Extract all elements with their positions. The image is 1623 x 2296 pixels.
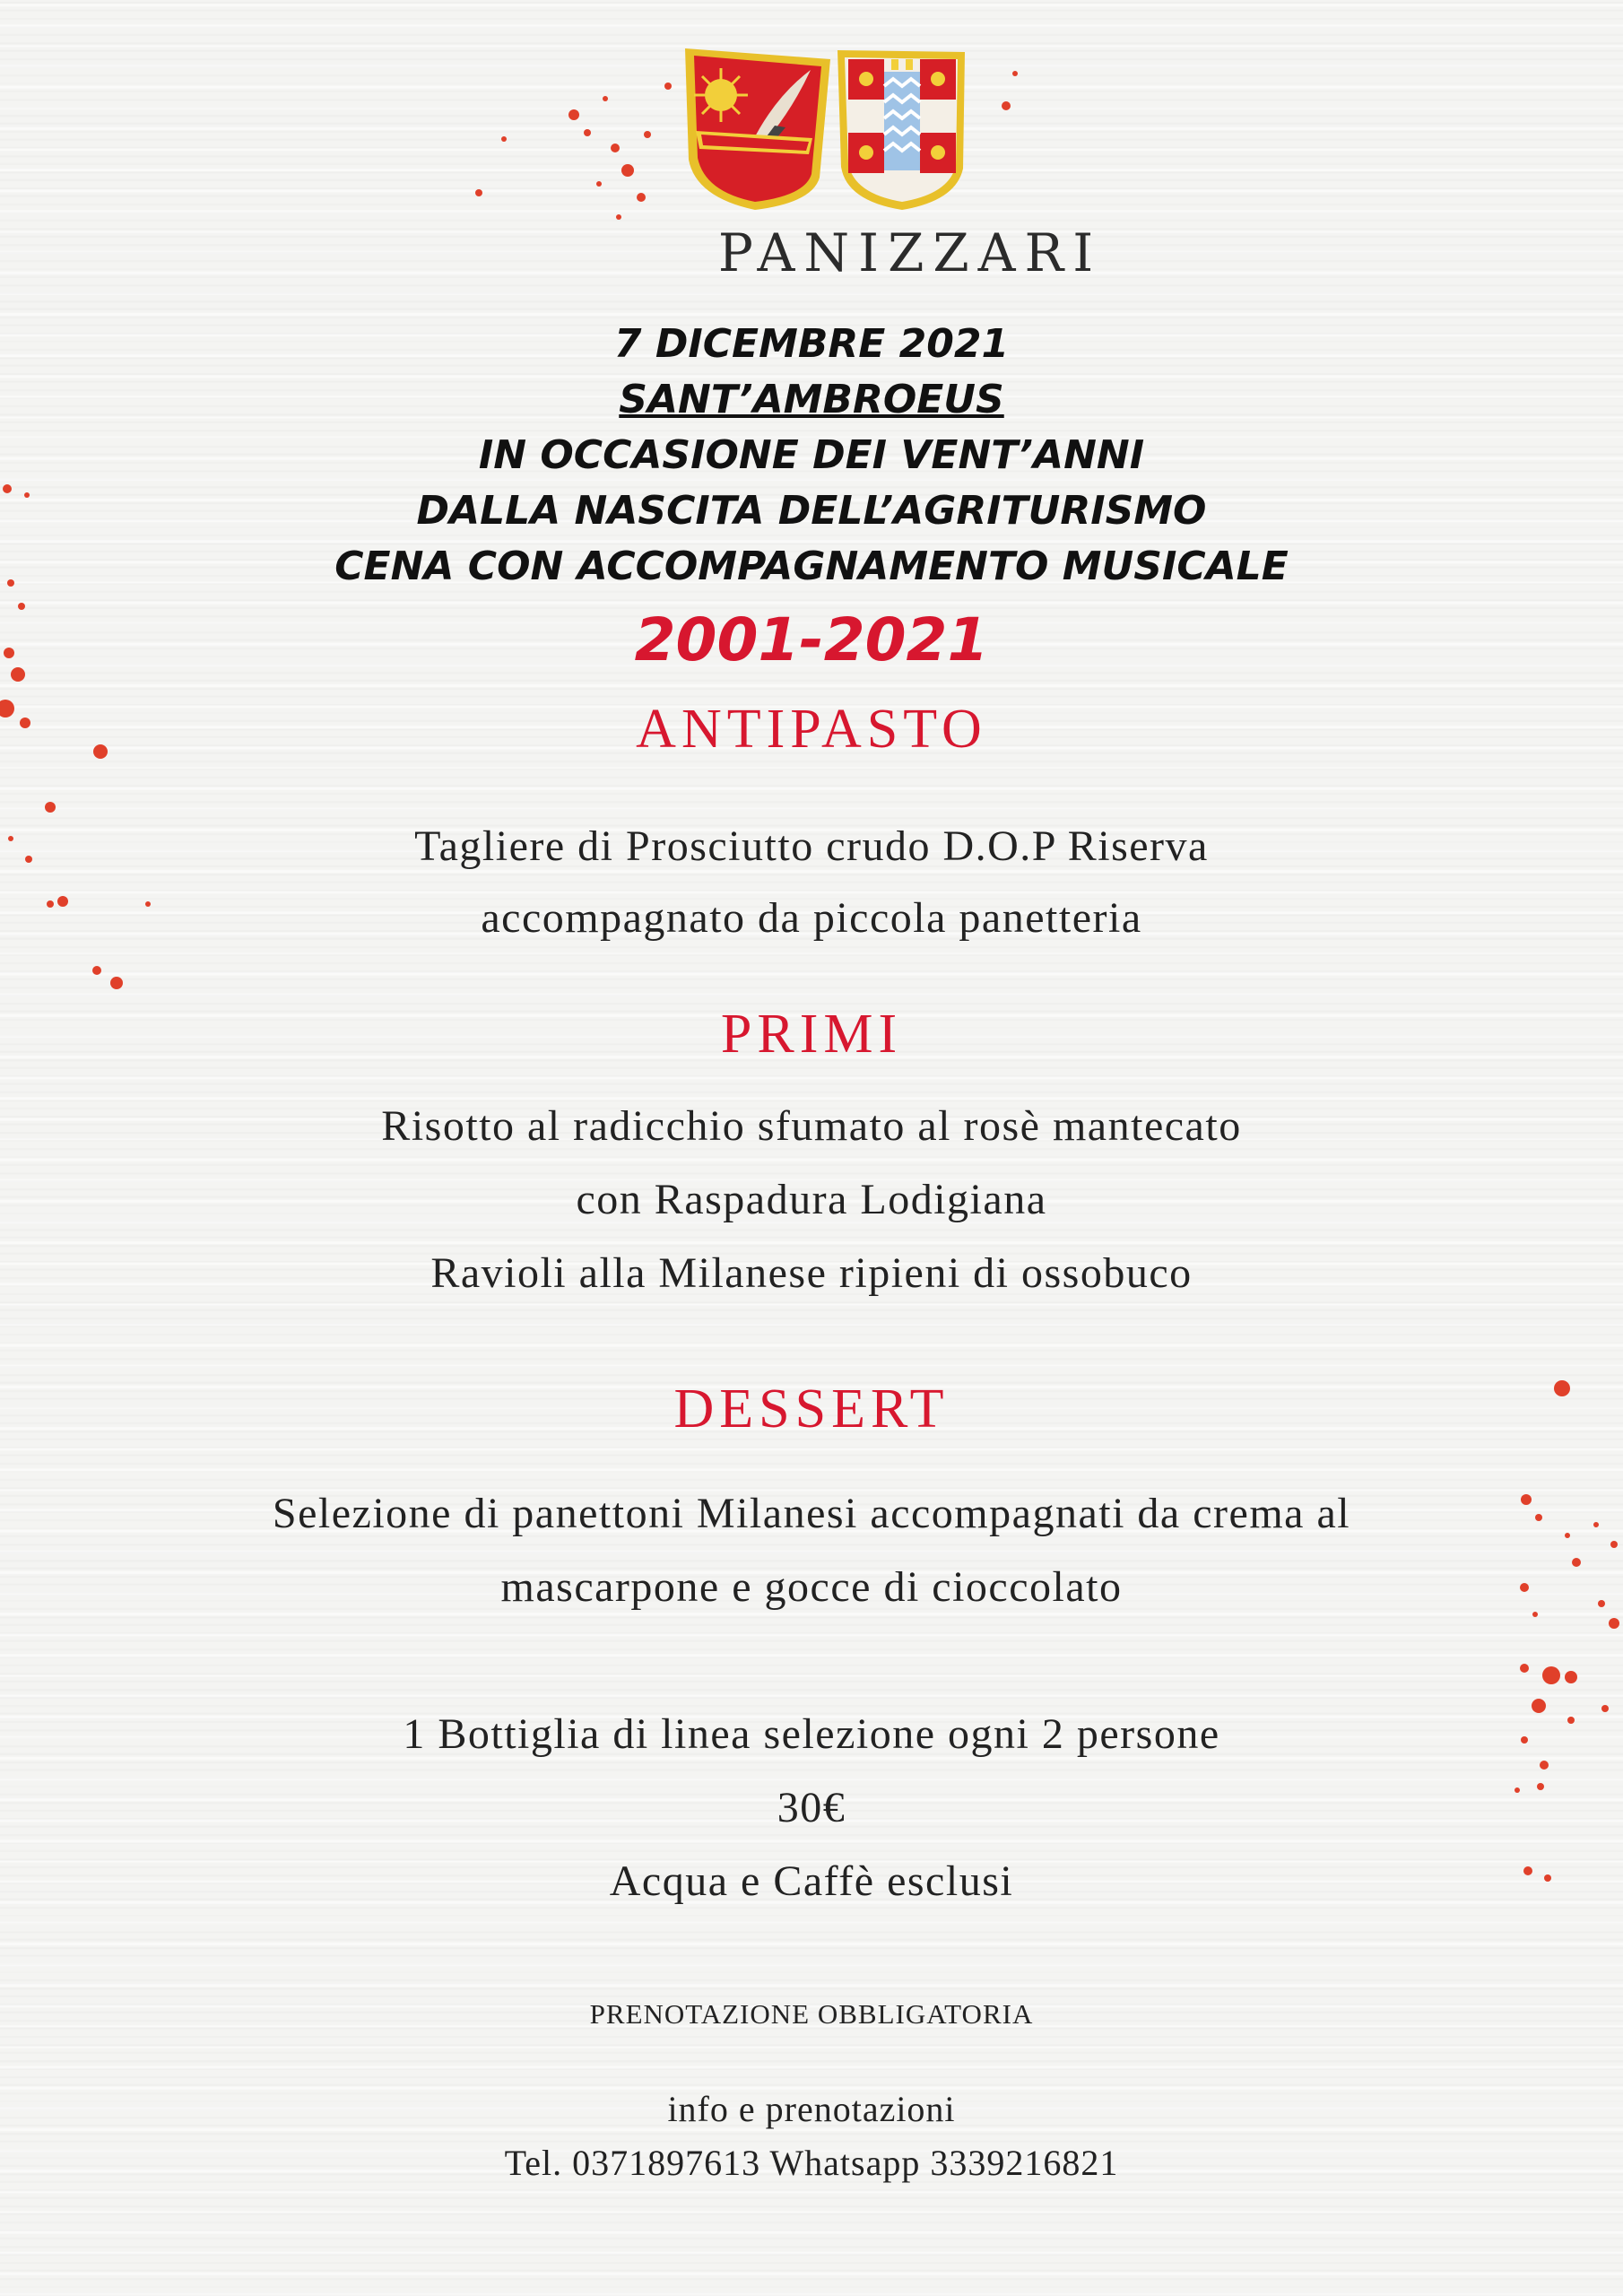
booking-info: info e prenotazioni <box>667 2089 956 2129</box>
primi-line-2: con Raspadura Lodigiana <box>576 1176 1047 1223</box>
event-line-1: IN OCCASIONE DEI VENT’ANNI <box>478 432 1145 478</box>
event-line-3: CENA CON ACCOMPAGNAMENTO MUSICALE <box>334 544 1289 589</box>
antipasto-line-1: Tagliere di Prosciutto crudo D.O.P Riserva <box>414 822 1209 870</box>
coat-of-arms-icon <box>678 43 976 213</box>
event-title <box>0 373 1623 427</box>
wine-note: 1 Bottiglia di linea selezione ogni 2 persone <box>403 1710 1220 1758</box>
primi-line-1: Risotto al radicchio sfumato al rosè mantecato <box>381 1102 1242 1150</box>
dessert-line-1: Selezione di panettoni Milanesi accompagnati da crema al <box>272 1490 1351 1537</box>
primi-line-3: Ravioli alla Milanese ripieni di ossobuco <box>430 1249 1193 1297</box>
section-antipasto-title: ANTIPASTO <box>636 699 987 760</box>
dessert-line-2: mascarpone e gocce di cioccolato <box>500 1563 1123 1611</box>
price: 30€ <box>777 1784 846 1831</box>
excluded-note: Acqua e Caffè esclusi <box>609 1857 1014 1905</box>
booking-notice: PRENOTAZIONE OBBLIGATORIA <box>589 1998 1034 2030</box>
section-dessert-title: DESSERT <box>673 1378 950 1439</box>
brand-name: PANIZZARI <box>717 222 1103 283</box>
booking-contacts: Tel. 0371897613 Whatsapp 3339216821 <box>504 2143 1119 2183</box>
event-title-text: SANT’AMBROEUS <box>619 377 1004 422</box>
antipasto-line-2: accompagnato da piccola panetteria <box>481 894 1142 942</box>
section-primi-title: PRIMI <box>720 1004 903 1065</box>
anniversary-years: 2001-2021 <box>634 605 989 674</box>
event-line-2: DALLA NASCITA DELL’AGRITURISMO <box>416 488 1207 534</box>
event-date: 7 DICEMBRE 2021 <box>613 321 1010 367</box>
